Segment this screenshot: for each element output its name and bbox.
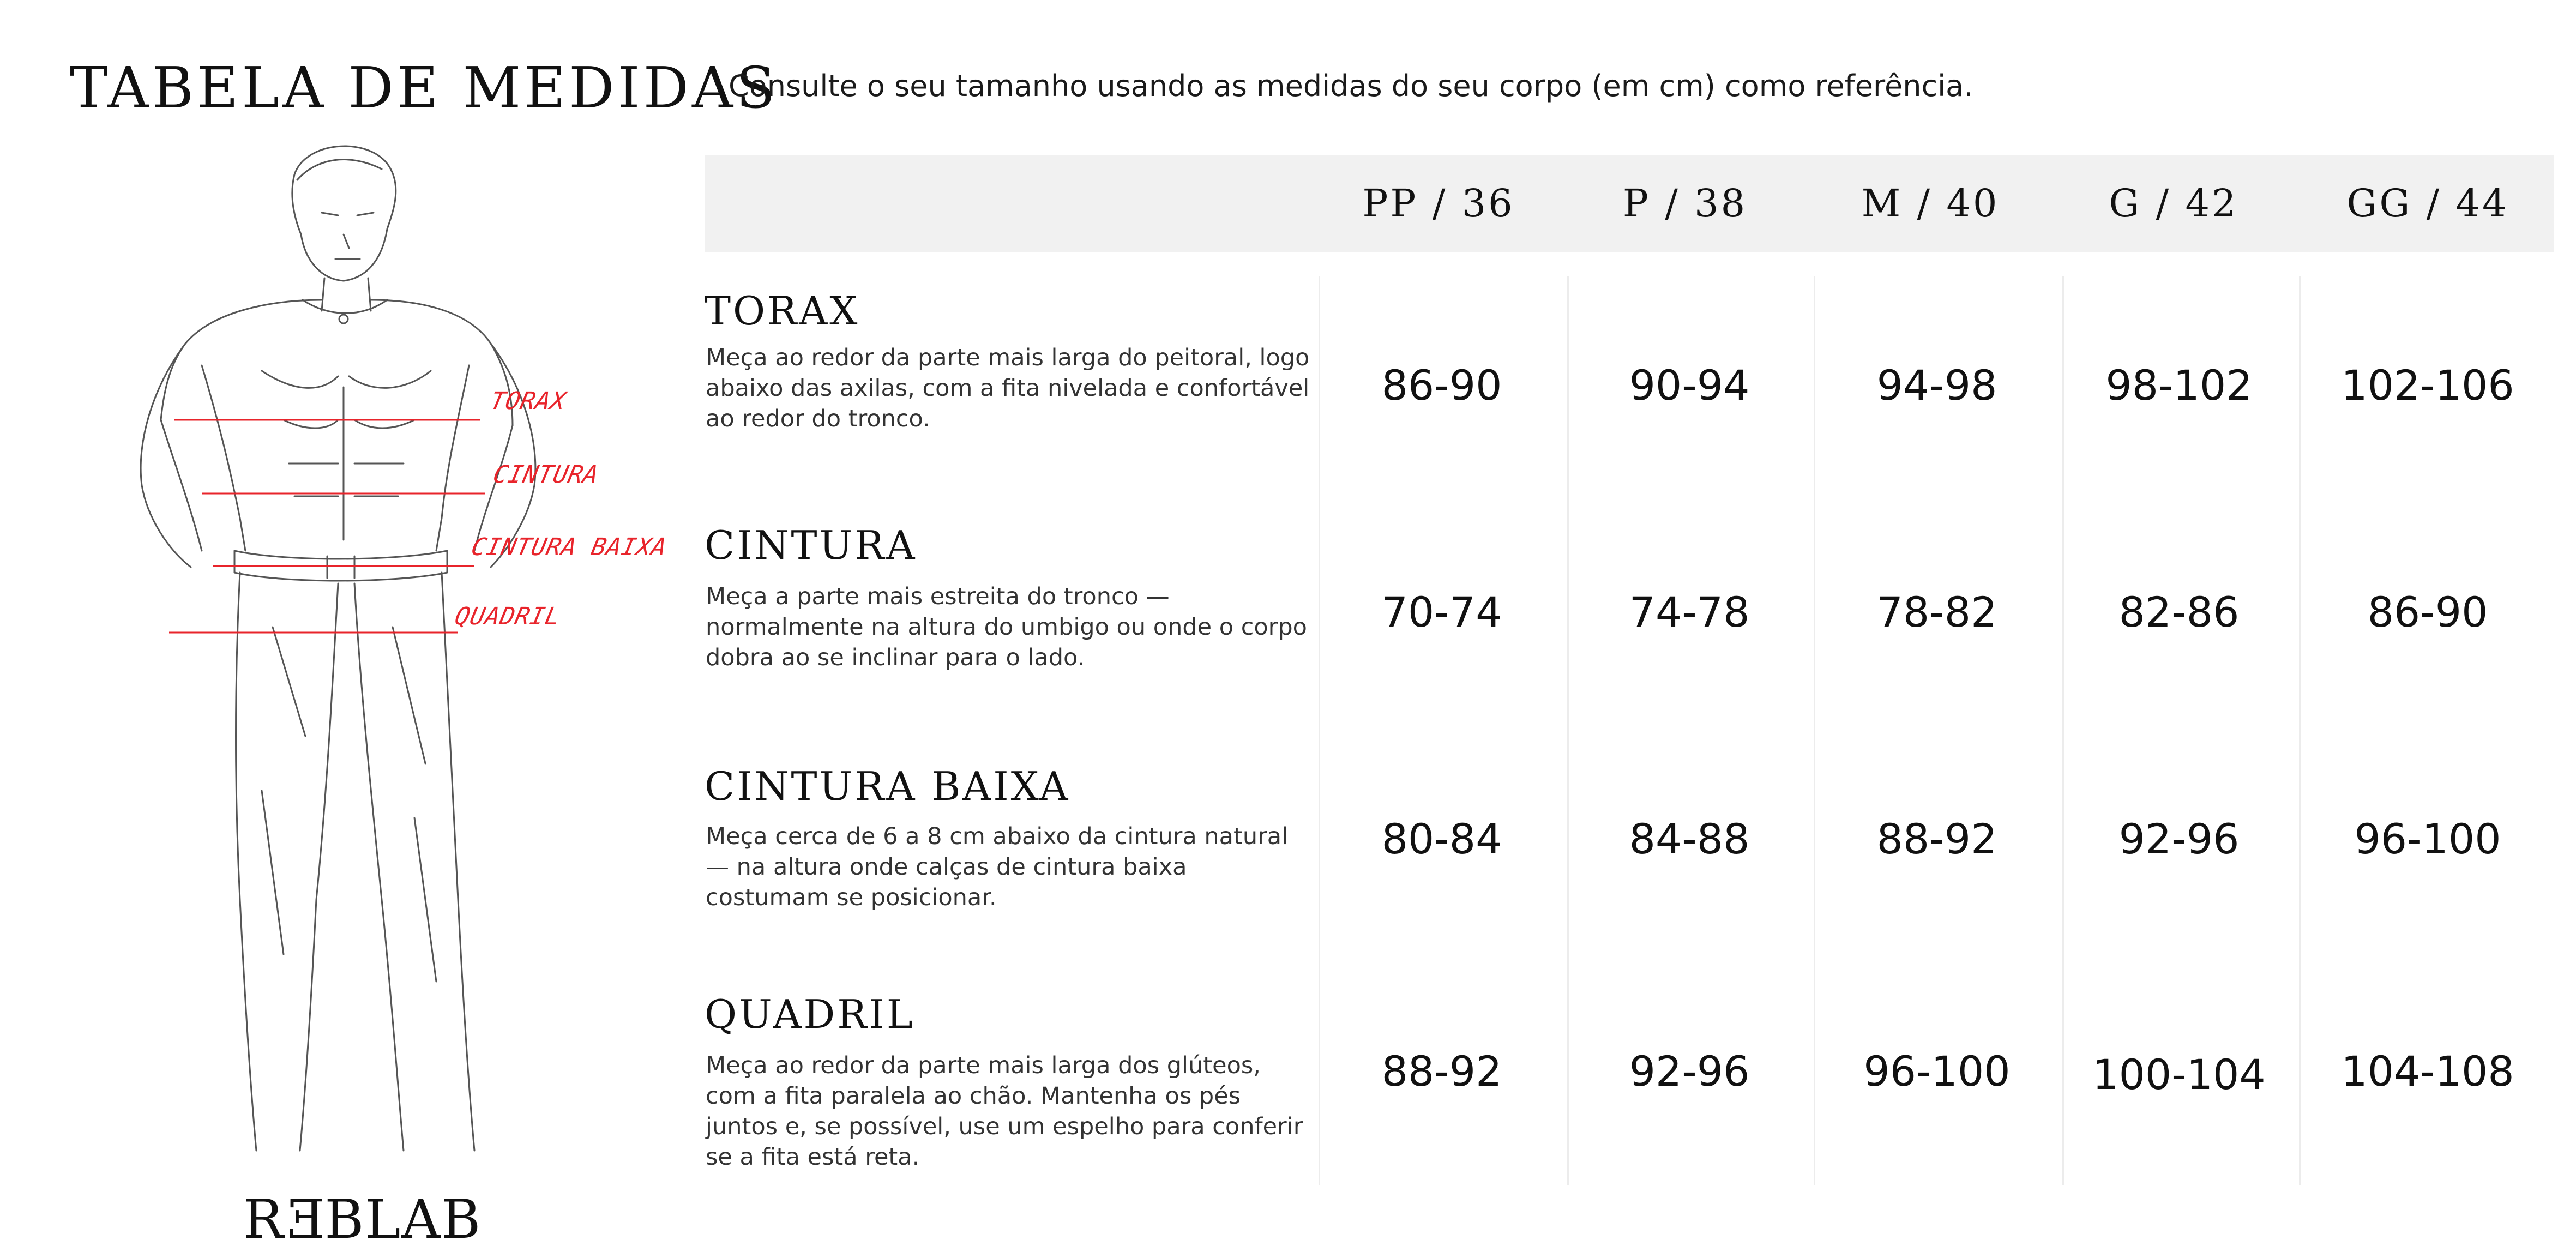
table-cell: 96-100 (2354, 815, 2501, 863)
row-description-cintura: Meça a parte mais estreita do tronco — normalmente na altura do umbigo ou onde o corpo dobra ao se inclinar para o lado. (706, 583, 1307, 671)
row-title-quadril: QUADRIL (705, 991, 915, 1037)
logo-letters-blab: BLAB (324, 1189, 482, 1251)
table-cell: 102-106 (2341, 361, 2514, 410)
figure-label-cintura: CINTURA (490, 461, 601, 489)
table-cell: 70-74 (1381, 588, 1502, 636)
figure-label-quadril: QUADRIL (452, 603, 563, 630)
table-cell: 98-102 (2105, 361, 2253, 410)
column-divider (2299, 276, 2301, 1185)
row-description-quadril: Meça ao redor da parte mais larga dos glúteos, com a fita paralela ao chão. Mantenha os pés juntos e, se possível, use um espelho para conferir se a fita está reta. (706, 1052, 1303, 1171)
figure-label-cintura-baixa: CINTURA BAIXA (468, 533, 670, 561)
body-sketch-svg (109, 136, 654, 1156)
body-sketch-illustration (109, 136, 654, 1156)
table-cell: 90-94 (1629, 361, 1750, 410)
page-subtitle: Consulte o seu tamanho usando as medidas do seu corpo (em cm) como referência. (729, 69, 1973, 103)
column-divider (1814, 276, 1815, 1185)
row-title-cintura: CINTURA (705, 522, 917, 568)
page-title: TABELA DE MEDIDAS (70, 55, 779, 121)
figure-label-torax: TORAX (487, 387, 569, 415)
column-divider (1567, 276, 1569, 1185)
size-header-p: P / 38 (1622, 181, 1748, 226)
row-title-cintura-baixa: CINTURA BAIXA (705, 763, 1070, 809)
table-cell: 86-90 (2367, 588, 2488, 636)
table-cell: 92-96 (1629, 1047, 1750, 1096)
table-cell: 94-98 (1876, 361, 1997, 410)
row-description-cintura-baixa: Meça cerca de 6 a 8 cm abaixo da cintura natural — na altura onde calças de cintura baixa costumam se posicionar. (706, 823, 1289, 911)
size-header-gg: GG / 44 (2346, 181, 2509, 226)
brand-logo (243, 1189, 482, 1251)
table-cell: 80-84 (1381, 815, 1502, 863)
table-cell: 88-92 (1876, 815, 1997, 863)
table-cell: 74-78 (1629, 588, 1750, 636)
row-description-torax: Meça ao redor da parte mais larga do peitoral, logo abaixo das axilas, com a fita nivelada e confortável ao redor do tronco. (706, 344, 1310, 432)
table-cell: 78-82 (1876, 588, 1997, 636)
column-divider (2062, 276, 2064, 1185)
row-title-torax: TORAX (705, 288, 860, 334)
table-cell: 82-86 (2118, 588, 2240, 636)
logo-letter-mirrored-e: E (284, 1189, 325, 1251)
table-cell: 96-100 (1863, 1047, 2011, 1096)
column-divider (1319, 276, 1320, 1185)
logo-letter-r: R (243, 1189, 285, 1251)
table-cell: 86-90 (1381, 361, 1502, 410)
table-cell: 100-104 (2092, 1050, 2266, 1099)
table-cell: 84-88 (1629, 815, 1750, 863)
table-cell: 88-92 (1381, 1047, 1502, 1096)
size-header-m: M / 40 (1861, 181, 2000, 226)
table-cell: 104-108 (2341, 1047, 2514, 1096)
size-header-g: G / 42 (2109, 181, 2238, 226)
size-header-pp: PP / 36 (1362, 181, 1515, 226)
table-cell: 92-96 (2118, 815, 2240, 863)
